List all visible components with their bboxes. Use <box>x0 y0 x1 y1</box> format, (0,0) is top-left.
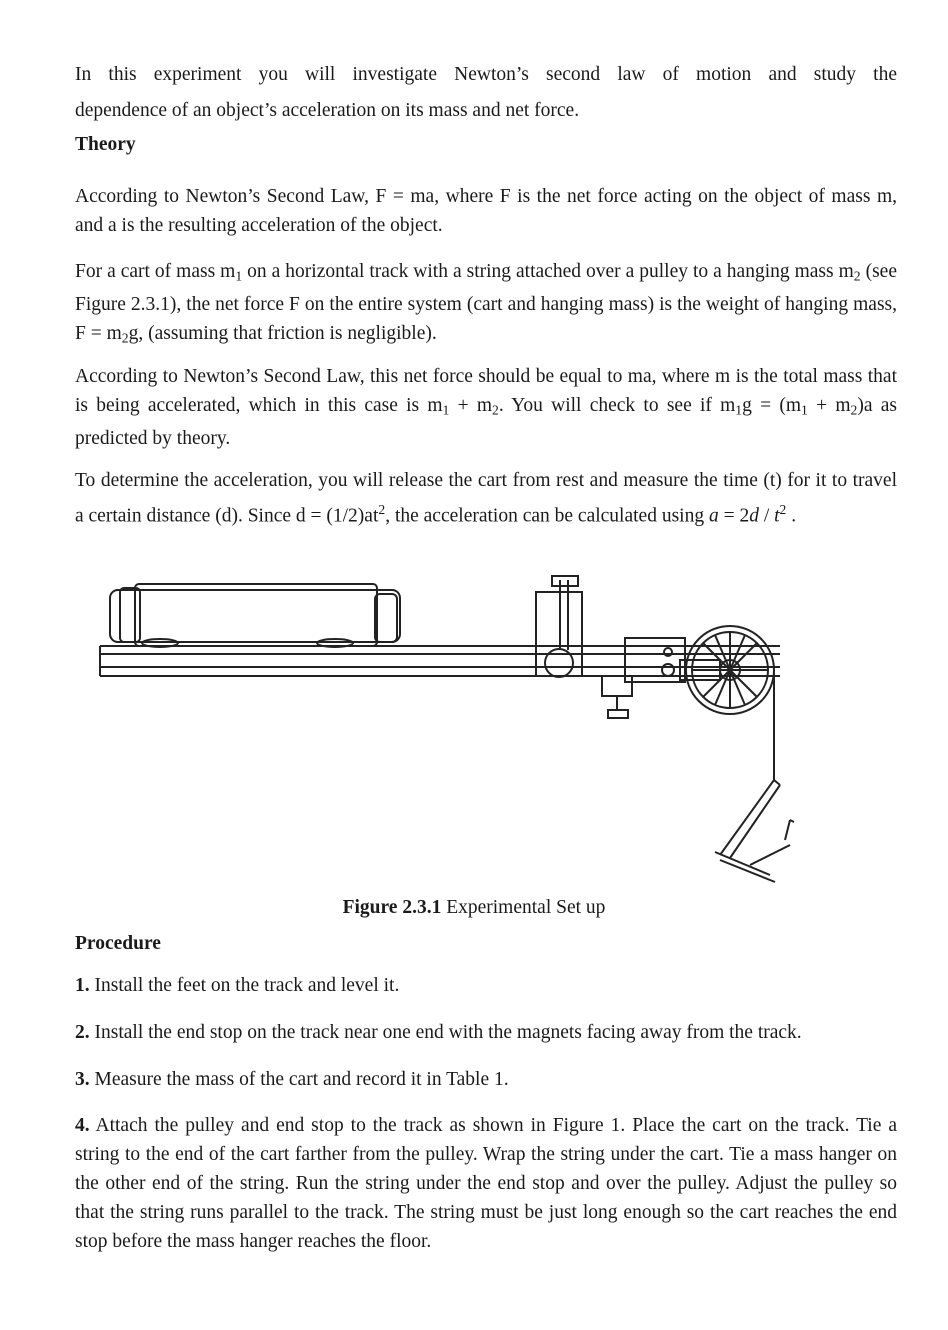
text-run: on a horizontal track with a string attached over a pulley to a hanging mass m <box>242 261 854 282</box>
subscript: 2 <box>850 402 858 418</box>
text-run: )a as predicted by theory. <box>75 395 897 450</box>
step-text: Install the feet on the track and level it. <box>89 975 400 996</box>
text-run: + m <box>449 395 493 416</box>
experimental-setup-figure <box>90 570 910 890</box>
subscript: 2 <box>853 268 861 284</box>
variable-d: d <box>749 505 759 527</box>
procedure-step-4 <box>75 1111 897 1256</box>
theory-paragraph-3 <box>75 362 897 453</box>
subscript: 1 <box>735 402 743 418</box>
variable-a: a <box>708 505 719 527</box>
subscript: 2 <box>121 330 129 346</box>
procedure-step-3 <box>75 1065 897 1094</box>
text-run: g = (m <box>742 395 802 416</box>
procedure-step-1 <box>75 971 897 1000</box>
text-run: According to Newton’s Second Law, this net force should be equal to ma, where m is the total mass that is being accelerated, which in this case is m <box>75 366 897 416</box>
subscript: 1 <box>801 402 808 418</box>
subscript: 2 <box>492 402 499 418</box>
step-text: Attach the pulley and end stop to the track as shown in Figure 1. Place the cart on the track. Tie a string to the end of the cart farther from the pulley. Wrap the string under the cart. Tie a mass hanger on the other end of the string. Run the string under the end stop and over the pulley. Adjust the pulley so that the string runs parallel to the track. The string must be just long enough so the cart reaches the end stop before the mass hanger reaches the floor. <box>75 1115 897 1252</box>
pulley-illustration <box>625 626 774 714</box>
step-text: Install the end stop on the track near one end with the magnets facing away from the track. <box>89 1022 802 1043</box>
intro-line-1: In this experiment you will investigate Newton’s second law of motion and study the <box>75 64 897 85</box>
superscript: 2 <box>779 502 787 517</box>
superscript: 2 <box>378 502 386 517</box>
caption-text: Experimental Set up <box>441 897 606 918</box>
theory-paragraph-1: According to Newton’s Second Law, F = ma, where F is the net force acting on the object of mass m, and a is the resulting acceleration of the object. <box>75 186 897 236</box>
caption-label: Figure 2.3.1 <box>342 897 442 918</box>
step-number: 4. <box>75 1115 90 1136</box>
intro-paragraph <box>75 60 897 125</box>
text-run: g, (assuming that friction is negligible). <box>128 323 437 345</box>
subscript: 1 <box>235 268 243 284</box>
theory-paragraph-4 <box>75 466 897 531</box>
text-run: / <box>758 505 775 527</box>
end-stop-illustration <box>536 576 582 677</box>
procedure-heading: Procedure <box>75 933 161 954</box>
text-run: . You will check to see if m <box>498 395 736 416</box>
text-run: , the acceleration can be calculated using <box>385 505 709 527</box>
text-run: . <box>786 505 797 527</box>
procedure-step-2 <box>75 1018 897 1047</box>
step-number: 2. <box>75 1022 90 1043</box>
mass-hanger-illustration <box>715 780 794 882</box>
text-run: For a cart of mass m <box>75 261 236 282</box>
step-text: Measure the mass of the cart and record it in Table 1. <box>89 1069 509 1090</box>
figure-caption <box>0 897 948 919</box>
theory-paragraph-2 <box>75 257 897 353</box>
theory-heading: Theory <box>75 134 136 155</box>
step-number: 1. <box>75 975 90 996</box>
cart-illustration <box>110 584 400 647</box>
intro-line-2: dependence of an object’s acceleration on its mass and net force. <box>75 100 580 121</box>
text-run: = 2 <box>718 505 750 527</box>
text-run: + m <box>807 395 851 416</box>
subscript: 1 <box>442 402 450 418</box>
text-run: To determine the acceleration, you will release the cart from rest and measure the time (t) for it to travel a certain distance (d). Since d = (1/2)at <box>75 470 897 527</box>
step-number: 3. <box>75 1069 90 1090</box>
track-illustration <box>100 646 780 676</box>
variable-t: t <box>774 505 780 527</box>
text-run: (see Figure 2.3.1), the net force F on the entire system (cart and hanging mass) is the weight of hanging mass, F = m <box>75 261 897 345</box>
